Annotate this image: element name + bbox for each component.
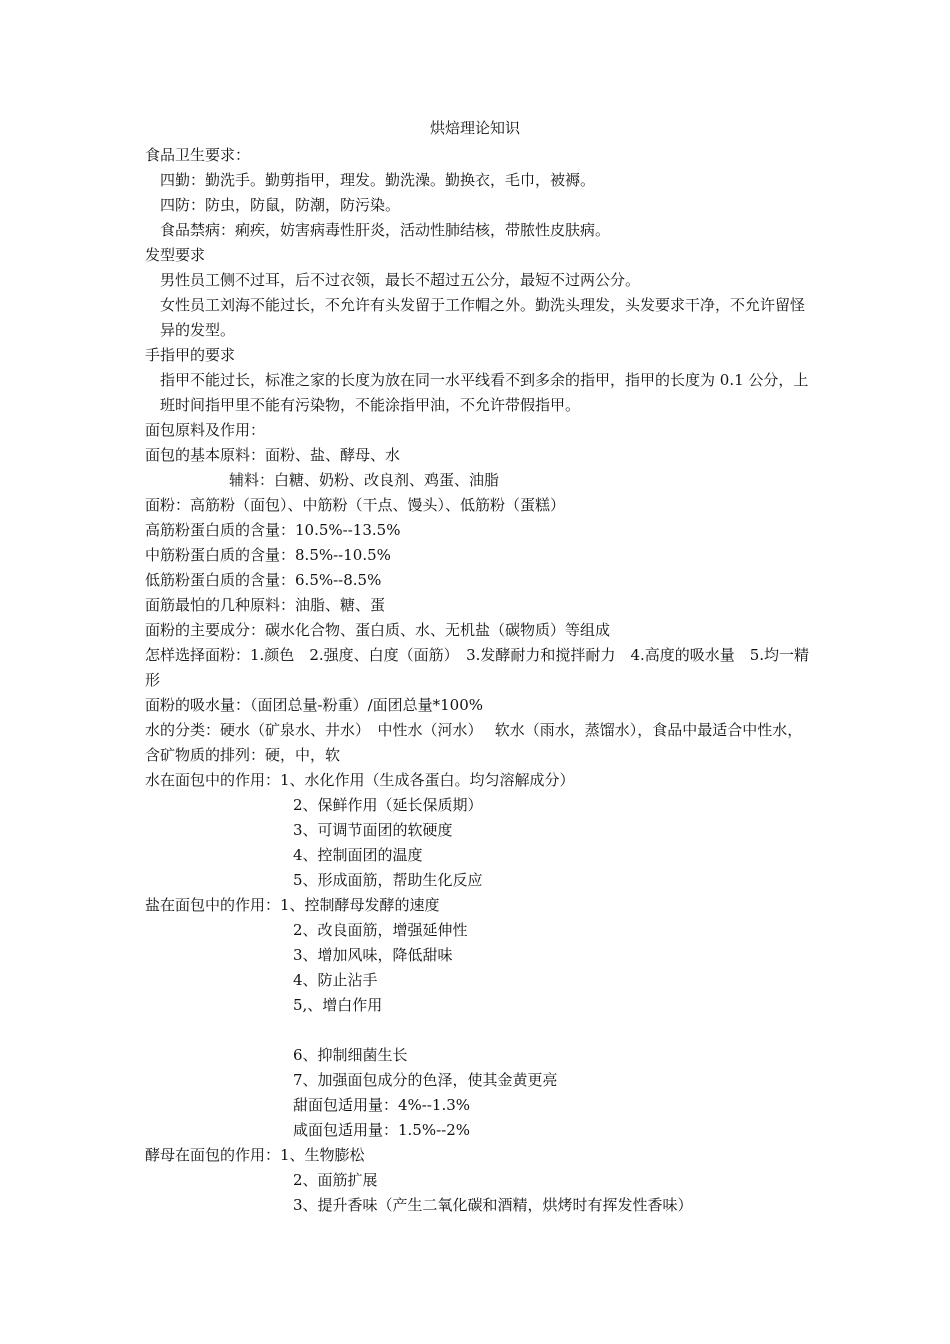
text-salt-role-4: 4、防止沾手 <box>293 971 378 989</box>
text-salt-role-3: 3、增加风味，降低甜味 <box>293 946 453 964</box>
document-body <box>145 143 810 1218</box>
text-water-role-2: 2、保鲜作用（延长保质期） <box>293 796 483 814</box>
text-salt-role-1: 盐在面包中的作用：1、控制酵母发酵的速度 <box>145 896 440 914</box>
text-yeast-role-3: 3、提升香味（产生二氧化碳和酒精，烘烤时有挥发性香味） <box>293 1196 693 1214</box>
paragraph-male-hair: 男性员工侧不过耳，后不过衣领，最长不超过五公分，最短不过两公分。 <box>160 271 641 289</box>
text-salt-role-7: 7、加强面包成分的色泽，使其金黄更亮 <box>293 1071 558 1089</box>
blank-line <box>145 1018 810 1043</box>
text-salt-role-6: 6、抑制细菌生长 <box>293 1046 408 1064</box>
section-heading-nails: 手指甲的要求 <box>145 346 236 364</box>
text-basic-ingredients: 面包的基本原料：面粉、盐、酵母、水 <box>145 446 401 464</box>
text-flour-composition: 面粉的主要成分：碳水化合物、蛋白质、水、无机盐（碳物质）等组成 <box>145 621 611 639</box>
text-sweet-bread-dosage: 甜面包适用量：4%--1.3% <box>293 1096 471 1114</box>
paragraph-four-prevention: 四防：防虫，防鼠，防潮，防污染。 <box>160 196 401 214</box>
paragraph-banned-diseases: 食品禁病：痢疾，妨害病毒性肝炎，活动性肺结核，带脓性皮肤病。 <box>160 221 611 239</box>
text-savory-bread-dosage: 咸面包适用量：1.5%--2% <box>293 1121 471 1139</box>
paragraph-four-diligence: 四勤：勤洗手。勤剪指甲，理发。勤洗澡。勤换衣，毛巾，被褥。 <box>160 171 596 189</box>
text-water-absorption: 面粉的吸水量：（面团总量-粉重）/面团总量*100% <box>145 696 484 714</box>
text-gluten-enemies: 面筋最怕的几种原料：油脂、糖、蛋 <box>145 596 386 614</box>
text-flour-selection: 怎样选择面粉：1.颜色 2.强度、白度（面筋） 3.发酵耐力和搅拌耐力 4.高度的吸水量 5.均一精形 <box>145 646 810 689</box>
text-water-role-3: 3、可调节面团的软硬度 <box>293 821 453 839</box>
text-water-role-5: 5、形成面筋，帮助生化反应 <box>293 871 483 889</box>
text-medium-gluten-protein: 中筋粉蛋白质的含量：8.5%--10.5% <box>145 546 391 564</box>
text-salt-role-5: 5,、增白作用 <box>293 996 383 1014</box>
text-yeast-role-2: 2、面筋扩展 <box>293 1171 378 1189</box>
text-yeast-role-1: 酵母在面包的作用：1、生物膨松 <box>145 1146 365 1164</box>
text-high-gluten-protein: 高筋粉蛋白质的含量：10.5%--13.5% <box>145 521 401 539</box>
text-low-gluten-protein: 低筋粉蛋白质的含量：6.5%--8.5% <box>145 571 382 589</box>
section-heading-hairstyle: 发型要求 <box>145 246 206 264</box>
text-water-role-1: 水在面包中的作用：1、水化作用（生成各蛋白。均匀溶解成分） <box>145 771 575 789</box>
paragraph-female-hair: 女性员工刘海不能过长，不允许有头发留于工作帽之外。勤洗头理发，头发要求干净，不允许留怪异的发型。 <box>160 296 806 339</box>
paragraph-nails: 指甲不能过长，标准之家的长度为放在同一水平线看不到多余的指甲，指甲的长度为 0.1 公分，上班时间指甲里不能有污染物，不能涂指甲油，不允许带假指甲。 <box>160 371 809 414</box>
page-title: 烘焙理论知识 <box>429 119 520 137</box>
text-auxiliary-ingredients: 辅料：白糖、奶粉、改良剂、鸡蛋、油脂 <box>229 471 500 489</box>
text-salt-role-2: 2、改良面筋，增强延伸性 <box>293 921 468 939</box>
section-heading-ingredients: 面包原料及作用： <box>145 421 266 439</box>
text-water-types: 水的分类：硬水（矿泉水、井水） 中性水（河水） 软水（雨水，蒸馏水），食品中最适合中性水，含矿物质的排列：硬，中，软 <box>145 721 803 764</box>
text-flour-types: 面粉：高筋粉（面包）、中筋粉（干点、馒头）、低筋粉（蛋糕） <box>145 496 566 514</box>
text-water-role-4: 4、控制面团的温度 <box>293 846 423 864</box>
section-heading-hygiene: 食品卫生要求： <box>145 146 251 164</box>
